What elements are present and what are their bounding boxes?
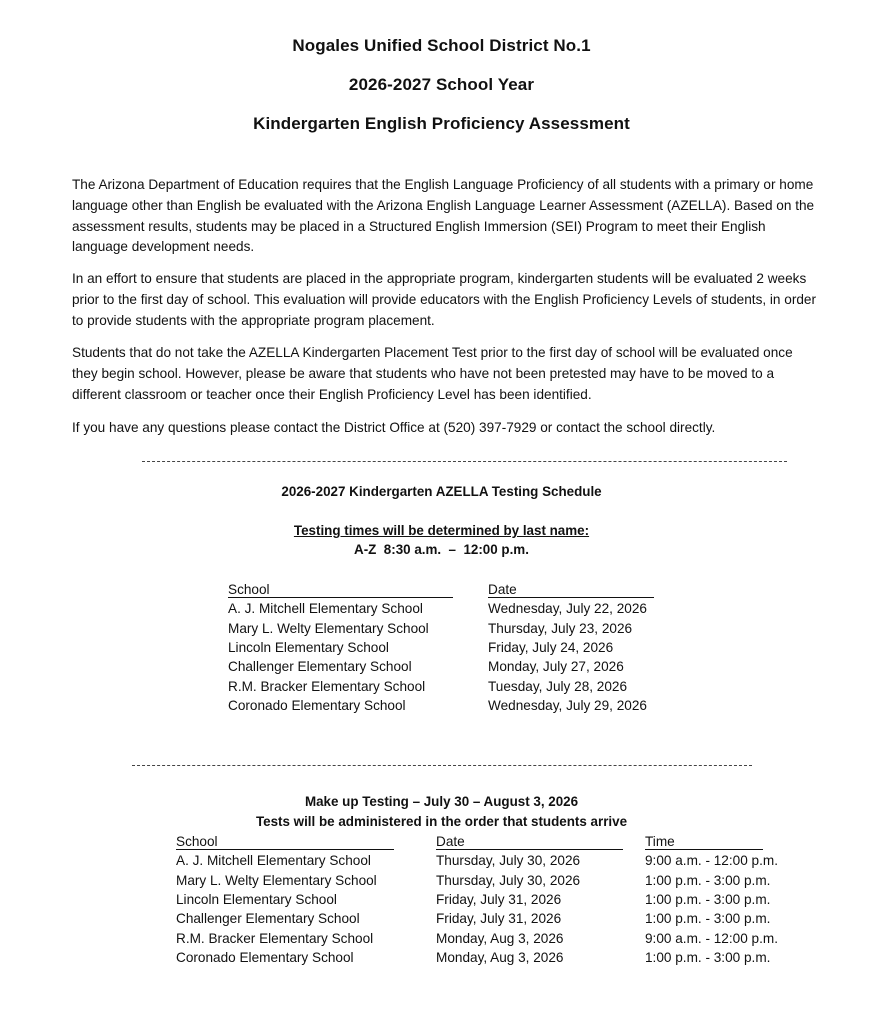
schedule-row-school: Mary L. Welty Elementary School	[228, 621, 429, 636]
makeup-row-school: A. J. Mitchell Elementary School	[176, 853, 371, 868]
schedule-times: A-Z 8:30 a.m. – 12:00 p.m.	[354, 542, 529, 557]
schedule-note	[0, 523, 883, 538]
schedule-row-date: Thursday, July 23, 2026	[488, 621, 633, 636]
makeup-row-date: Thursday, July 30, 2026	[436, 853, 581, 868]
school-year-title: 2026-2027 School Year	[348, 75, 535, 94]
schedule-header-school: School	[228, 582, 453, 598]
schedule-row-date: Wednesday, July 29, 2026	[488, 698, 647, 713]
schedule-row-school: Lincoln Elementary School	[228, 640, 389, 655]
schedule-row-school: A. J. Mitchell Elementary School	[228, 601, 423, 616]
makeup-row-date: Friday, July 31, 2026	[436, 911, 562, 926]
makeup-row-time: 1:00 p.m. - 3:00 p.m.	[645, 950, 771, 965]
makeup-subtitle: Tests will be administered in the order that students arrive	[255, 814, 628, 829]
schedule-row-school: Coronado Elementary School	[228, 698, 406, 713]
schedule-header-date: Date	[488, 582, 654, 598]
schedule-note-text: Testing times will be determined by last name:	[293, 523, 590, 538]
makeup-row-date: Friday, July 31, 2026	[436, 892, 562, 907]
makeup-row-time: 1:00 p.m. - 3:00 p.m.	[645, 892, 771, 907]
makeup-row-date: Monday, Aug 3, 2026	[436, 950, 564, 965]
makeup-row-time: 1:00 p.m. - 3:00 p.m.	[645, 911, 771, 926]
schedule-row-date: Tuesday, July 28, 2026	[488, 679, 628, 694]
makeup-row-date: Thursday, July 30, 2026	[436, 873, 581, 888]
makeup-row-time: 9:00 a.m. - 12:00 p.m.	[645, 931, 778, 946]
makeup-row-school: R.M. Bracker Elementary School	[176, 931, 374, 946]
makeup-title: Make up Testing – July 30 – August 3, 2026	[304, 794, 579, 809]
schedule-row-date: Monday, July 27, 2026	[488, 659, 624, 674]
schedule-title: 2026-2027 Kindergarten AZELLA Testing Schedule	[281, 484, 602, 499]
makeup-row-school: Mary L. Welty Elementary School	[176, 873, 377, 888]
makeup-row-time: 9:00 a.m. - 12:00 p.m.	[645, 853, 778, 868]
schedule-row-school: Challenger Elementary School	[228, 659, 412, 674]
intro-paragraph-1: The Arizona Department of Education requires that the English Language Proficiency of all students with a primary or home language other than English be evaluated with the Arizona English Language Learner Assessment (AZELLA). Based on the assessment results, students may be placed in a Structured English Immersion (SEI) Program to meet their English language development needs.	[72, 177, 815, 255]
makeup-header-school: School	[176, 834, 394, 850]
makeup-row-time: 1:00 p.m. - 3:00 p.m.	[645, 873, 771, 888]
intro-paragraph-2: In an effort to ensure that students are placed in the appropriate program, kindergarten students will be evaluated 2 weeks prior to the first day of school. This evaluation will provide educators with the English Proficiency Levels of students, in order to provide students with the appropriate program placement.	[72, 271, 817, 328]
district-title: Nogales Unified School District No.1	[292, 36, 591, 55]
makeup-row-date: Monday, Aug 3, 2026	[436, 931, 564, 946]
makeup-row-school: Lincoln Elementary School	[176, 892, 337, 907]
section-divider	[132, 765, 752, 766]
makeup-row-school: Challenger Elementary School	[176, 911, 360, 926]
schedule-row-school: R.M. Bracker Elementary School	[228, 679, 426, 694]
intro-paragraph-3: Students that do not take the AZELLA Kindergarten Placement Test prior to the first day of school will be evaluated once they begin school. However, please be aware that students who have not been pretested may have to be moved to a different classroom or teacher once their English Proficiency Level has been identified.	[72, 345, 793, 402]
contact-paragraph: If you have any questions please contact the District Office at (520) 397-7929 or contact the school directly.	[72, 420, 716, 435]
schedule-row-date: Friday, July 24, 2026	[488, 640, 614, 655]
assessment-title: Kindergarten English Proficiency Assessment	[253, 114, 630, 133]
makeup-header-date: Date	[436, 834, 623, 850]
makeup-header-time: Time	[645, 834, 763, 850]
makeup-row-school: Coronado Elementary School	[176, 950, 354, 965]
schedule-row-date: Wednesday, July 22, 2026	[488, 601, 647, 616]
section-divider	[142, 461, 787, 462]
